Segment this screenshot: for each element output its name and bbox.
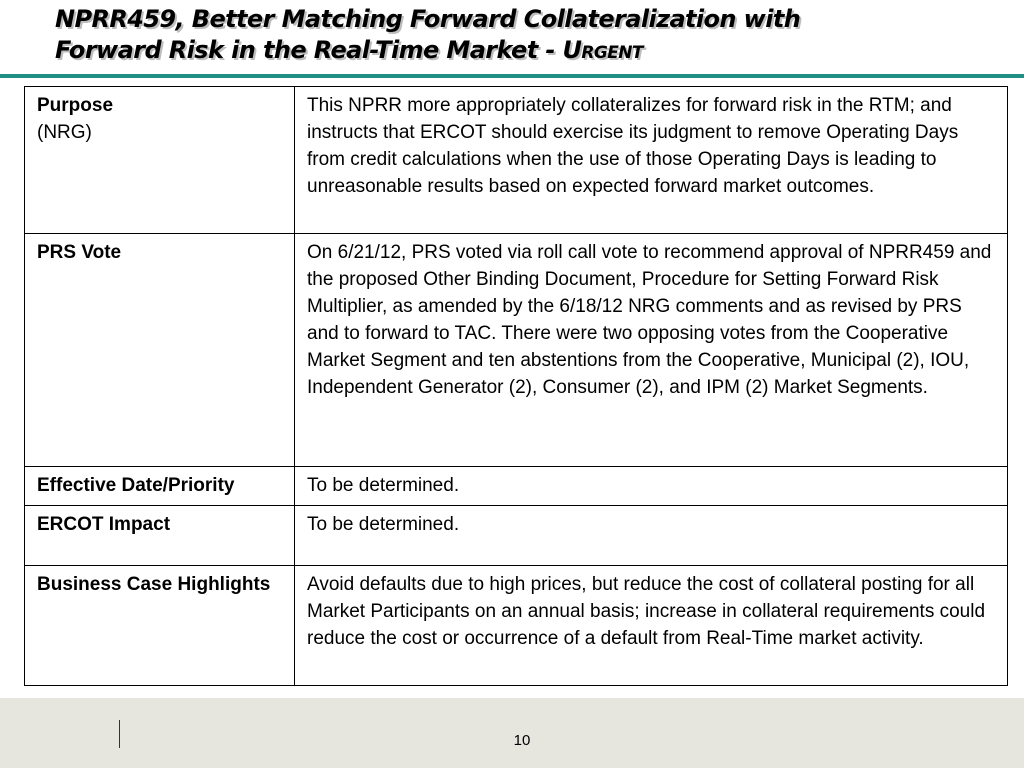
effective-date-label: Effective Date/Priority <box>25 467 295 506</box>
nprr-summary-table <box>24 86 1008 686</box>
prs-vote-label: PRS Vote <box>25 234 295 467</box>
table-row-prs-vote <box>25 234 1008 467</box>
purpose-label-cell <box>25 87 295 234</box>
business-case-label: Business Case Highlights <box>25 566 295 686</box>
slide-title-line-2 <box>55 35 1005 66</box>
slide-title-line-2-text: Forward Risk in the Real-Time Market - <box>55 36 563 64</box>
table-row-ercot-impact <box>25 506 1008 566</box>
table-row-purpose <box>25 87 1008 234</box>
purpose-sublabel: (NRG) <box>37 122 92 143</box>
urgent-tag: Urgent <box>562 36 643 64</box>
table-row-effective-date <box>25 467 1008 506</box>
title-divider <box>0 74 1024 78</box>
slide-title-line-1: NPRR459, Better Matching Forward Collateralization with <box>55 5 801 33</box>
prs-vote-value: On 6/21/12, PRS voted via roll call vote to recommend approval of NPRR459 and the proposed Other Binding Document, Procedure for Setting Forward Risk Multiplier, as amended by the 6/18/12 NRG comments and as revised by PRS and to forward to TAC. There were two opposing votes from the Cooperative Market Segment and ten abstentions from the Cooperative, Municipal (2), IOU, Independent Generator (2), Consumer (2), and IPM (2) Market Segments. <box>295 234 1008 467</box>
slide-title <box>55 4 1005 66</box>
footer-divider <box>119 720 120 748</box>
ercot-impact-label: ERCOT Impact <box>25 506 295 566</box>
slide-footer <box>0 698 1024 768</box>
purpose-label: Purpose <box>37 95 114 116</box>
table-row-business-case <box>25 566 1008 686</box>
business-case-value: Avoid defaults due to high prices, but reduce the cost of collateral posting for all Market Participants on an annual basis; increase in collateral requirements could reduce the cost or occurrence of a default from Real-Time market activity. <box>295 566 1008 686</box>
ercot-impact-value: To be determined. <box>295 506 1008 566</box>
purpose-value: This NPRR more appropriately collateralizes for forward risk in the RTM; and instructs that ERCOT should exercise its judgment to remove Operating Days from credit calculations when the use of those Operating Days is leading to unreasonable results based on expected forward market outcomes. <box>295 87 1008 234</box>
effective-date-value: To be determined. <box>295 467 1008 506</box>
page-number: 10 <box>513 732 531 749</box>
